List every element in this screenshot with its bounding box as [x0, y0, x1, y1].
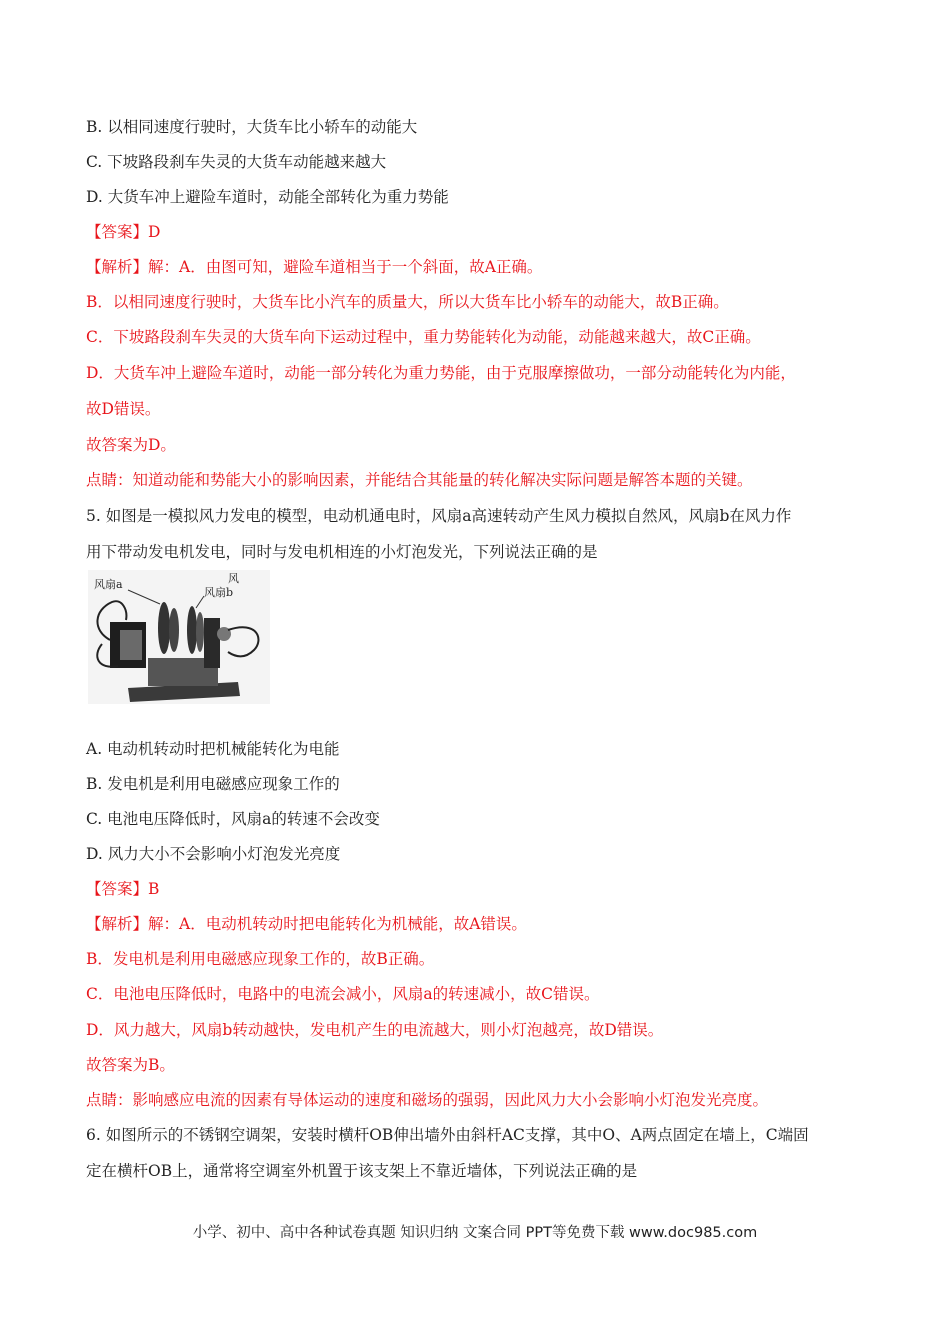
q5-analysis-2: B．发电机是利用电磁感应现象工作的，故B正确。	[86, 950, 435, 968]
q4-analysis-3: C．下坡路段刹车失灵的大货车向下运动过程中，重力势能转化为动能，动能越来越大，故C正确。	[86, 328, 761, 346]
wind-label: 风	[228, 572, 239, 585]
q5-answer: 【答案】B	[86, 880, 160, 898]
q5-analysis-4: D．风力越大，风扇b转动越快，发电机产生的电流越大，则小灯泡越亮，故D错误。	[86, 1021, 664, 1039]
page-footer: 小学、初中、高中各种试卷真题 知识归纳 文案合同 PPT等免费下载 www.doc985.com	[192, 1225, 758, 1241]
q4-conclusion: 故答案为D。	[86, 436, 176, 454]
q5-option-a: A. 电动机转动时把机械能转化为电能	[86, 740, 340, 758]
fan-a-label: 风扇a	[94, 578, 123, 591]
q5-analysis-3: C．电池电压降低时，电路中的电流会减小，风扇a的转速减小，故C错误。	[86, 985, 600, 1003]
fan-b-label: 风扇b	[204, 586, 234, 599]
q4-option-d: D. 大货车冲上避险车道时，动能全部转化为重力势能	[86, 188, 449, 206]
q5-analysis-1: 【解析】解：A．电动机转动时把电能转化为机械能，故A错误。	[86, 915, 527, 933]
q5-option-b: B. 发电机是利用电磁感应现象工作的	[86, 775, 340, 793]
q4-option-b: B. 以相同速度行驶时，大货车比小轿车的动能大	[86, 118, 418, 136]
q6-stem-line-1: 6. 如图所示的不锈钢空调架，安装时横杆OB伸出墙外由斜杆AC支撑，其中O、A两点固定在墙上，C端固	[86, 1126, 809, 1144]
q5-option-d: D. 风力大小不会影响小灯泡发光亮度	[86, 845, 341, 863]
q6-stem-line-2: 定在横杆OB上，通常将空调室外机置于该支架上不靠近墙体，下列说法正确的是	[86, 1162, 638, 1180]
q4-answer: 【答案】D	[86, 223, 161, 241]
q5-stem-line-1: 5. 如图是一模拟风力发电的模型，电动机通电时，风扇a高速转动产生风力模拟自然风，风扇b在风力作	[86, 507, 792, 525]
wind-generator-photo	[88, 570, 270, 704]
q4-analysis-2: B．以相同速度行驶时，大货车比小汽车的质量大，所以大货车比小轿车的动能大，故B正确。	[86, 293, 729, 311]
q4-analysis-1: 【解析】解：A．由图可知，避险车道相当于一个斜面，故A正确。	[86, 258, 543, 276]
q4-tip: 点睛：知道动能和势能大小的影响因素，并能结合其能量的转化解决实际问题是解答本题的关键。	[86, 471, 753, 489]
q5-tip: 点睛：影响感应电流的因素有导体运动的速度和磁场的强弱，因此风力大小会影响小灯泡发光亮度。	[86, 1091, 769, 1109]
q5-conclusion: 故答案为B。	[86, 1056, 175, 1074]
q4-option-c: C. 下坡路段刹车失灵的大货车动能越来越大	[86, 153, 387, 171]
q4-analysis-4: D．大货车冲上避险车道时，动能一部分转化为重力势能，由于克服摩擦做功，一部分动能转化为内能，	[86, 364, 796, 382]
q5-stem-line-2: 用下带动发电机发电，同时与发电机相连的小灯泡发光，下列说法正确的是	[86, 543, 598, 561]
wind-generator-figure	[88, 570, 270, 704]
q4-analysis-5: 故D错误。	[86, 400, 161, 418]
q5-option-c: C. 电池电压降低时，风扇a的转速不会改变	[86, 810, 380, 828]
